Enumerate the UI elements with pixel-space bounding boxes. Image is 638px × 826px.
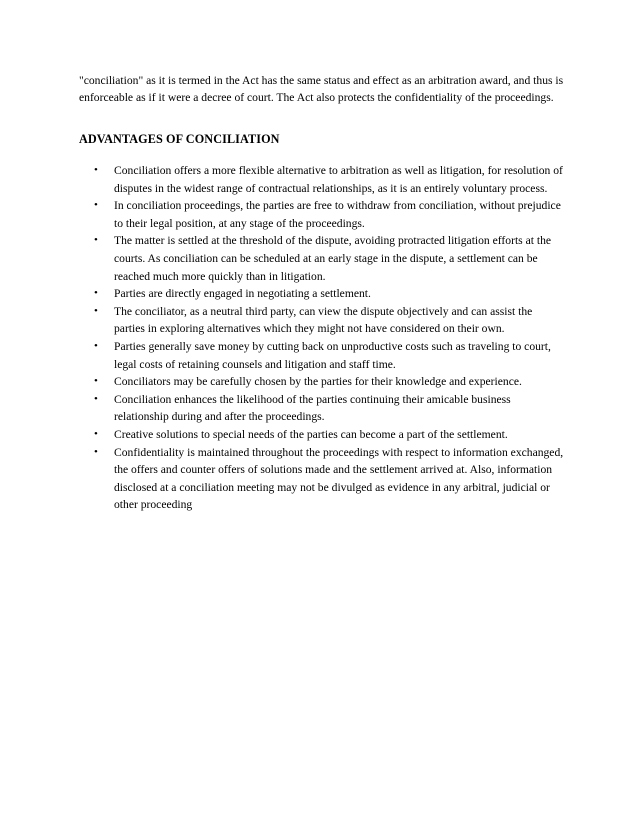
- bullet-icon: •: [94, 287, 98, 300]
- bullet-icon: •: [94, 304, 98, 317]
- bullet-icon: •: [94, 392, 98, 405]
- list-item-text: Parties generally save money by cutting back on unproductive costs such as traveling to court, legal costs of retaining counsels and litigation and staff time.: [114, 339, 551, 371]
- list-item: [94, 391, 564, 426]
- intro-paragraph: "conciliation" as it is termed in the Act has the same status and effect as an arbitration award, and thus is enforceable as if it were a decree of court. The Act also protects the confidentiality of the proceedings.: [79, 74, 564, 105]
- bullet-icon: •: [94, 375, 98, 388]
- list-item-text: Conciliators may be carefully chosen by the parties for their knowledge and experience.: [114, 375, 522, 389]
- bullet-icon: •: [94, 199, 98, 212]
- bullet-icon: •: [94, 339, 98, 352]
- bullet-icon: •: [94, 234, 98, 247]
- list-item: [94, 162, 564, 197]
- bullet-icon: •: [94, 427, 98, 440]
- list-item: [94, 373, 564, 391]
- list-item-text: The conciliator, as a neutral third party, can view the dispute objectively and can assist the parties in exploring alternatives which they might not have considered on their own.: [114, 304, 533, 336]
- list-item-text: Conciliation enhances the likelihood of the parties continuing their amicable business relationship during and after the proceedings.: [114, 392, 511, 424]
- list-item-text: Parties are directly engaged in negotiating a settlement.: [114, 287, 371, 301]
- advantages-list: [94, 162, 564, 514]
- bullet-icon: •: [94, 445, 98, 458]
- list-item: [94, 426, 564, 444]
- list-item: [94, 232, 564, 285]
- section-heading: ADVANTAGES OF CONCILIATION: [79, 132, 280, 146]
- bullet-icon: •: [94, 164, 98, 176]
- list-item: [94, 285, 564, 303]
- list-item-text: Creative solutions to special needs of the parties can become a part of the settlement.: [114, 427, 508, 441]
- list-item-text: Confidentiality is maintained throughout the proceedings with respect to information exchanged, the offers and counter offers of solutions made and the settlement arrived at. Also, information disclosed at a conciliation meeting may not be divulged as evidence in any arbitral, judicial or other proceeding: [114, 445, 564, 512]
- list-item: [94, 444, 564, 514]
- list-item-text: In conciliation proceedings, the parties are free to withdraw from conciliation, without prejudice to their legal position, at any stage of the proceedings.: [114, 199, 561, 230]
- list-item-text: The matter is settled at the threshold of the dispute, avoiding protracted litigation efforts at the courts. As conciliation can be scheduled at an early stage in the dispute, a settlement can be reached much more quickly than in litigation.: [114, 234, 552, 283]
- list-item: [94, 338, 564, 373]
- list-item: [94, 197, 564, 232]
- list-item: [94, 303, 564, 338]
- list-item-text: Conciliation offers a more flexible alternative to arbitration as well as litigation, for resolution of disputes in the widest range of contractual relationships, as it is an entirely voluntary process.: [114, 164, 563, 195]
